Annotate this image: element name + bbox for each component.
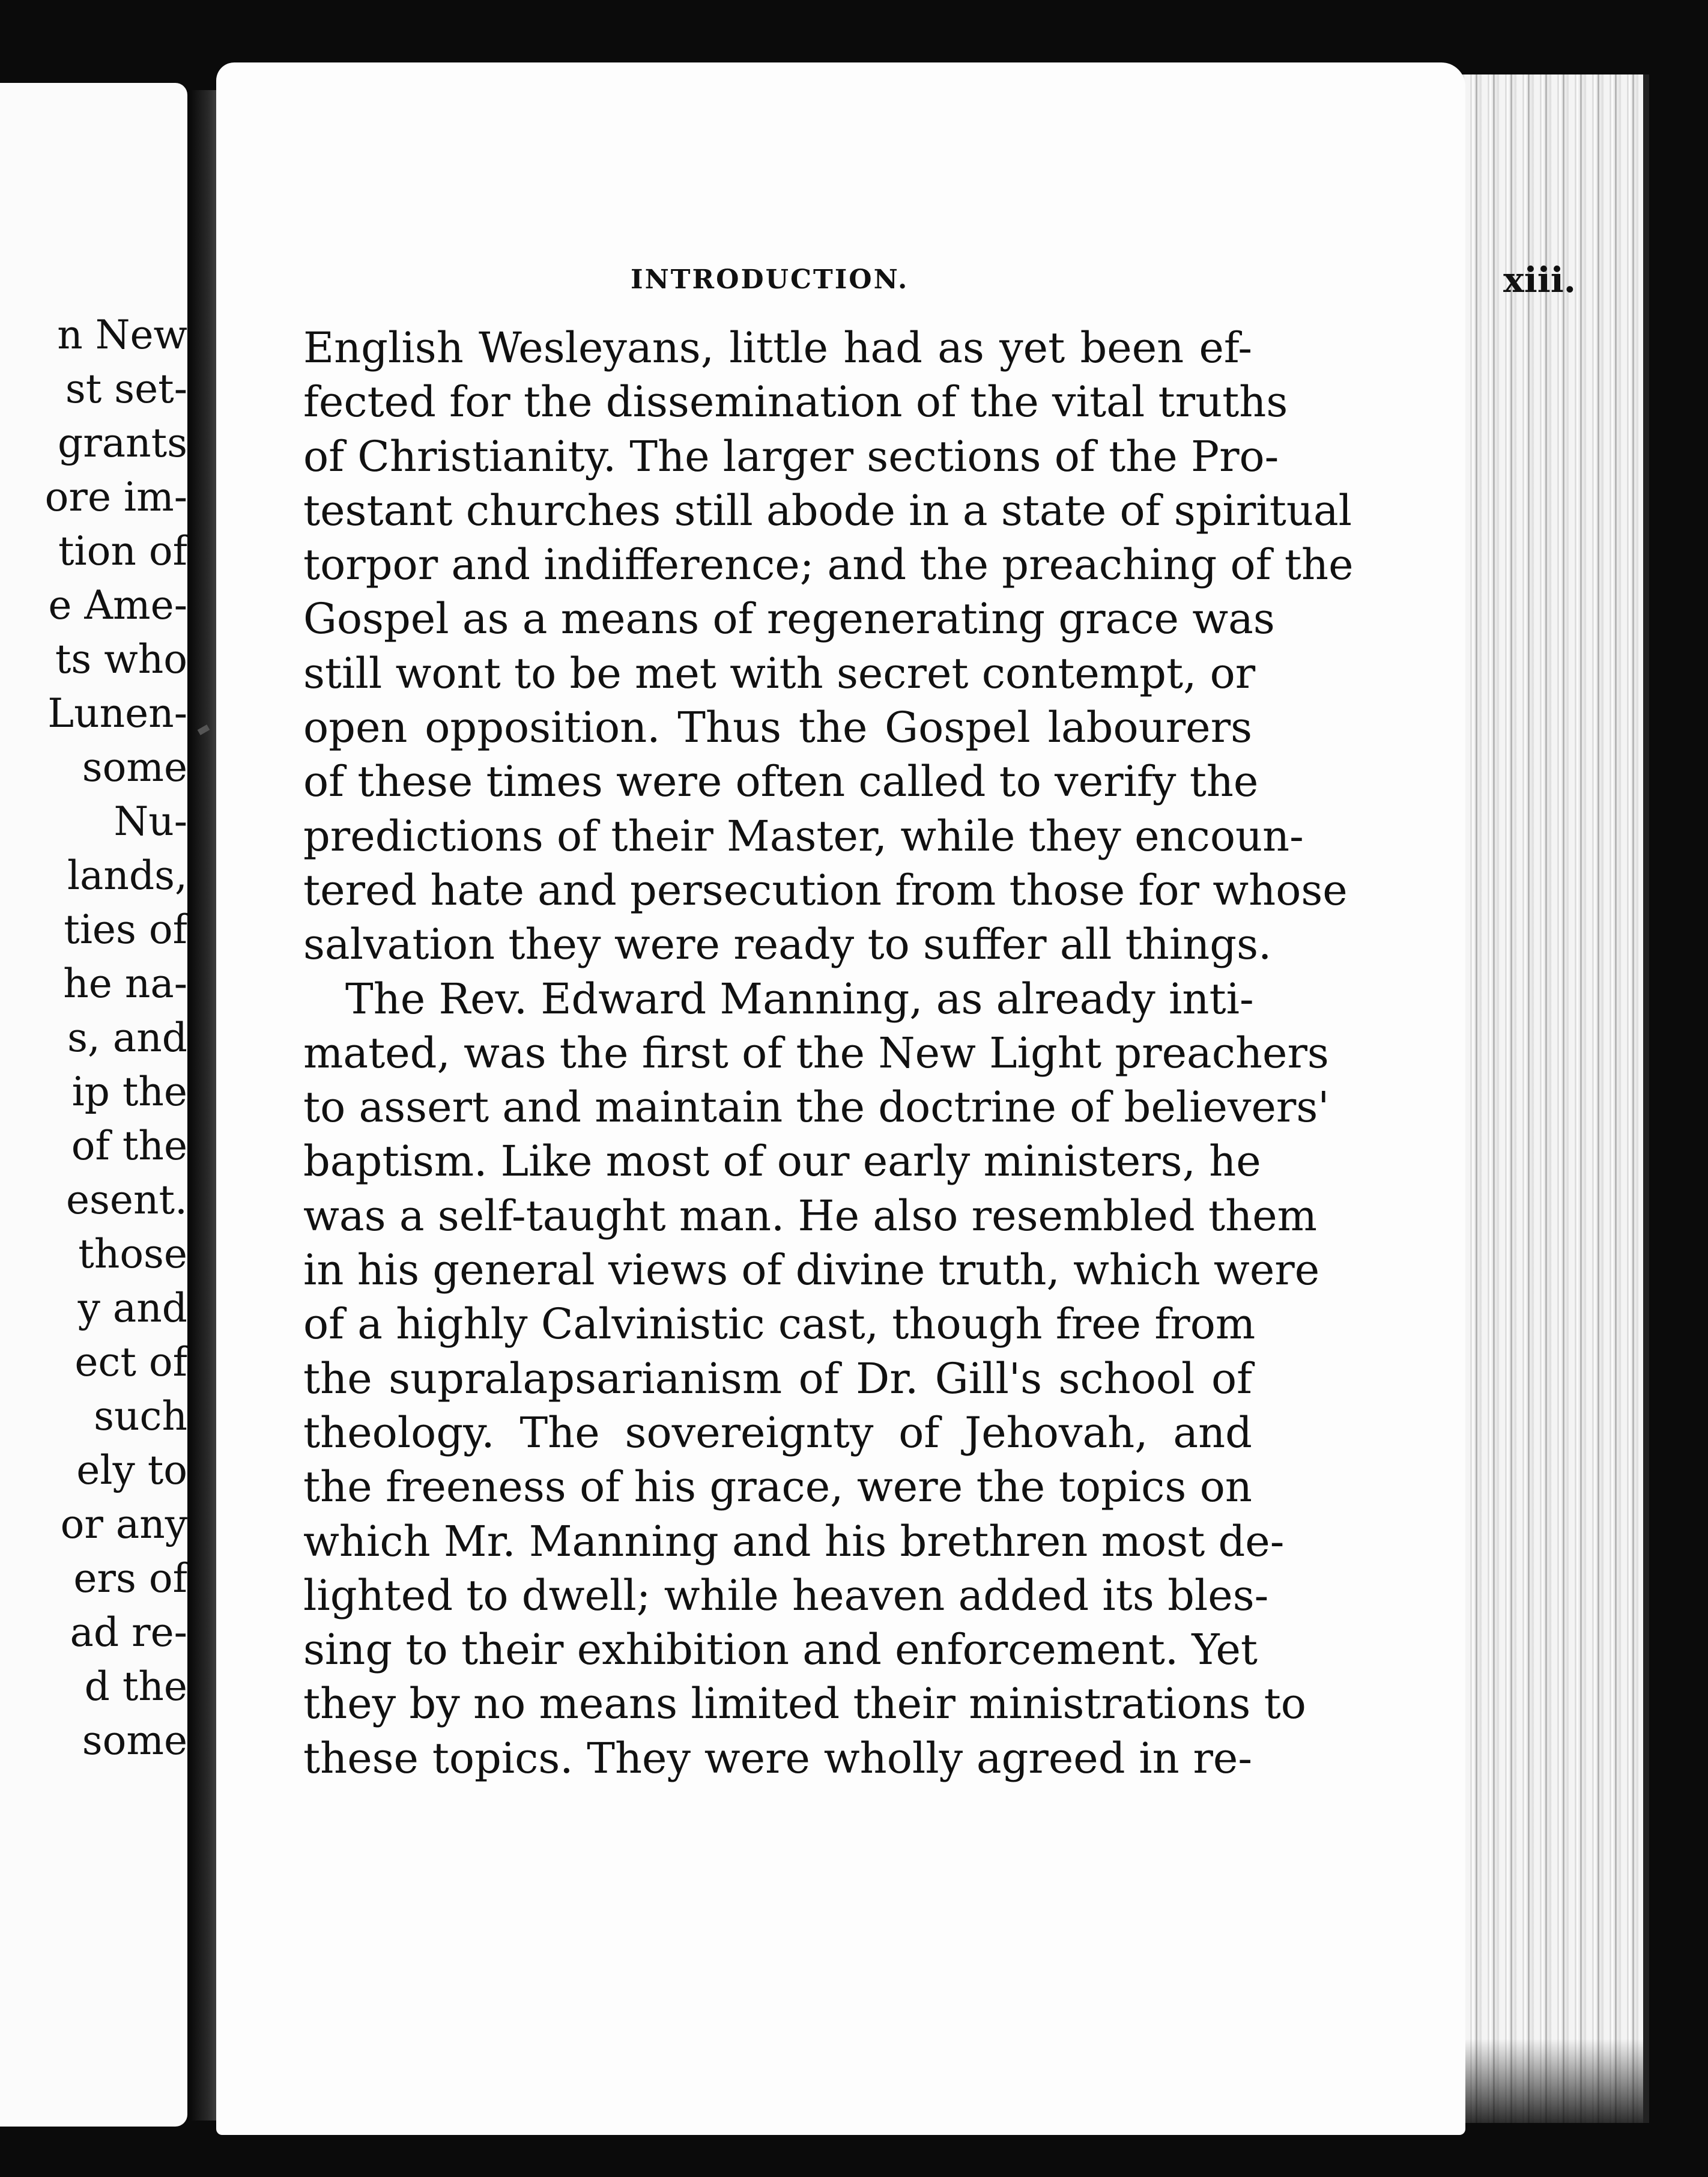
left-page-line: ect of: [74, 1339, 187, 1385]
text-line: torpor and indifference; and the preaching of the: [303, 540, 1354, 590]
left-page-line: of the: [71, 1123, 187, 1169]
left-page-line: Nu-: [114, 798, 187, 845]
text-line: The Rev. Edward Manning, as already inti-: [345, 974, 1254, 1024]
left-page-line: ip the: [71, 1069, 187, 1115]
text-line: salvation they were ready to suffer all things.: [303, 920, 1272, 970]
text-line: of a highly Calvinistic cast, though free from: [303, 1299, 1256, 1349]
left-page-line: n New: [57, 312, 187, 358]
page-header: [631, 260, 1576, 306]
left-page-line: such: [94, 1393, 187, 1439]
text-line: theology. The sovereignty of Jehovah, and: [303, 1407, 1252, 1457]
left-page-line: ties of: [64, 906, 187, 953]
left-page-line: st set-: [65, 366, 187, 412]
left-page-line: ts who: [55, 636, 187, 682]
text-line: was a self-taught man. He also resembled them: [303, 1191, 1317, 1240]
text-line: sing to their exhibition and enforcement. Yet: [303, 1625, 1258, 1675]
left-page-line: esent.: [66, 1177, 187, 1223]
text-line: to assert and maintain the doctrine of believers': [303, 1082, 1330, 1132]
left-page-line: ely to: [76, 1447, 187, 1493]
text-line: these topics. They were wholly agreed in re-: [303, 1733, 1252, 1783]
left-page-line: lands,: [67, 852, 187, 899]
text-line: Gospel as a means of regenerating grace was: [303, 594, 1275, 644]
text-line: English Wesleyans, little had as yet been ef-: [303, 323, 1252, 372]
text-line: of Christianity. The larger sections of the Pro-: [303, 431, 1279, 481]
text-line: of these times were often called to verify the: [303, 757, 1259, 807]
text-line: fected for the dissemination of the vital truths: [303, 377, 1288, 427]
text-line: predictions of their Master, while they encoun-: [303, 811, 1304, 861]
text-line: open opposition. Thus the Gospel labourers: [303, 703, 1252, 753]
body-text: [303, 321, 1354, 1785]
text-line: which Mr. Manning and his brethren most de-: [303, 1516, 1285, 1566]
left-page-line: ad re-: [70, 1609, 187, 1656]
text-line: tered hate and persecution from those for whose: [303, 865, 1348, 915]
left-page-line: he na-: [63, 961, 187, 1007]
page-number: xiii.: [1503, 260, 1576, 300]
text-line: still wont to be met with secret contempt, or: [303, 648, 1256, 698]
text-line: testant churches still abode in a state of spiritual: [303, 485, 1352, 535]
page-edges: [1447, 74, 1649, 2123]
running-head: INTRODUCTION.: [631, 264, 909, 295]
text-line: they by no means limited their ministrations to: [303, 1679, 1306, 1729]
text-line: the supralapsarianism of Dr. Gill's school of: [303, 1353, 1252, 1403]
left-page: [0, 83, 187, 2127]
left-page-line: e Ame-: [48, 582, 187, 628]
text-line: baptism. Like most of our early ministers, he: [303, 1137, 1261, 1186]
left-page-line: ers of: [73, 1555, 187, 1602]
text-line: lighted to dwell; while heaven added its bles-: [303, 1570, 1269, 1620]
left-page-line: grants: [57, 420, 187, 466]
left-page-line: some: [82, 744, 187, 791]
text-line: the freeness of his grace, were the topics on: [303, 1462, 1252, 1512]
left-page-line: Lunen-: [47, 690, 187, 736]
text-line: mated, was the first of the New Light preachers: [303, 1028, 1329, 1078]
left-page-line: ore im-: [44, 474, 187, 520]
left-page-line: or any: [60, 1501, 187, 1547]
left-page-line: d the: [84, 1663, 187, 1710]
left-page-line: those: [78, 1231, 187, 1277]
text-line: in his general views of divine truth, which were: [303, 1245, 1320, 1295]
left-page-line: y and: [77, 1285, 187, 1331]
left-page-line: some: [82, 1717, 187, 1764]
left-page-line: tion of: [58, 528, 187, 574]
left-page-line: s, and: [67, 1015, 187, 1061]
